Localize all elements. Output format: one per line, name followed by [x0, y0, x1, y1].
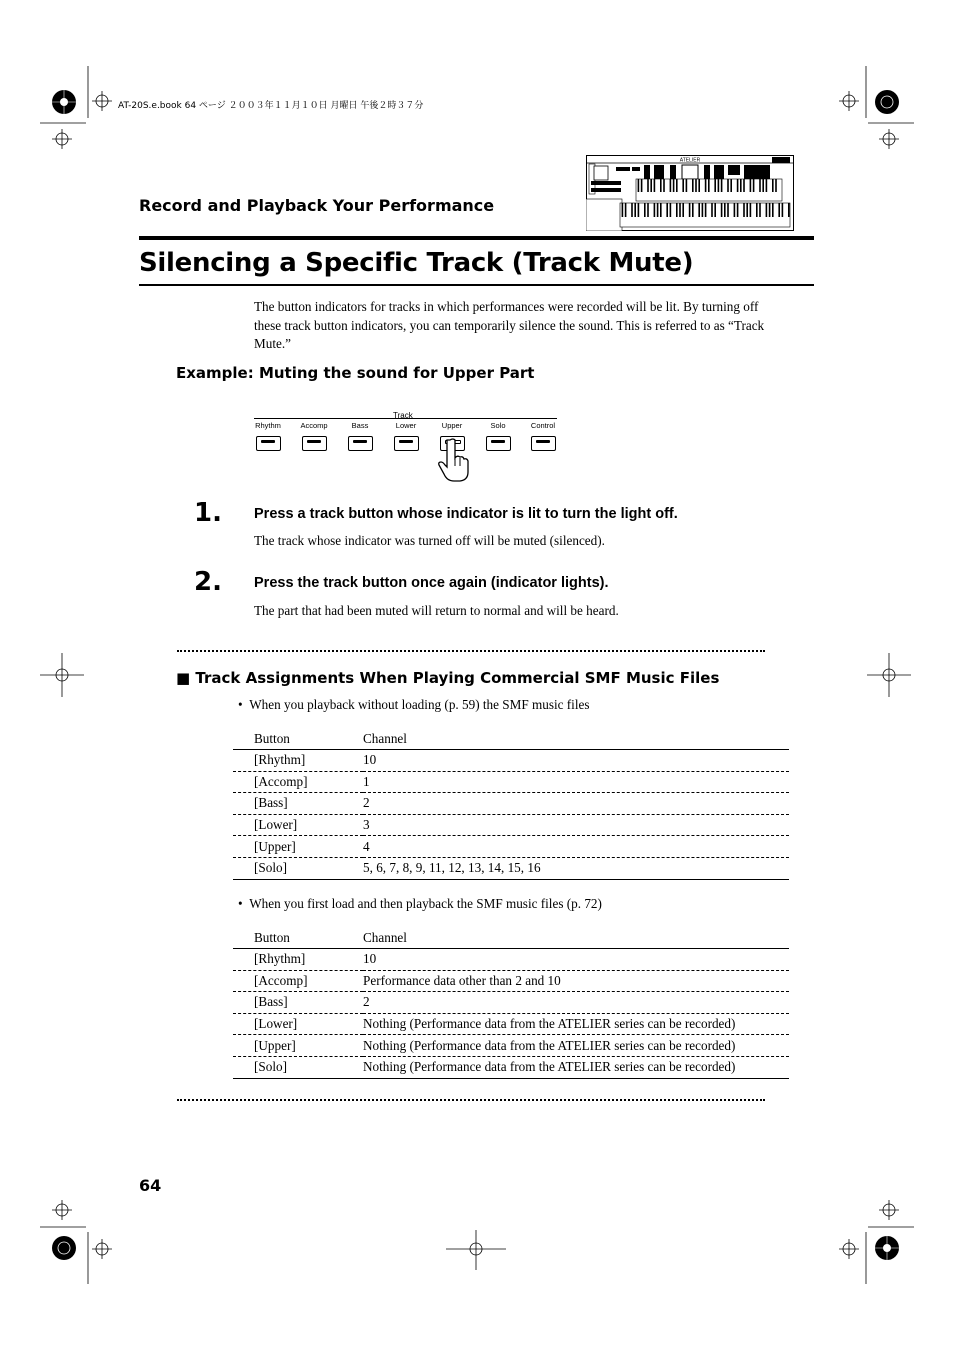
organ-key: [689, 203, 691, 217]
intro-paragraph: The button indicators for tracks in which performances were recorded will be lit. By turning off these track button indicators, you can temporarily silence the sound. This is referred to as “Track Mute.”: [254, 299, 765, 351]
organ-key: [647, 179, 649, 192]
organ-key: [727, 203, 729, 217]
page-number: 64: [139, 1176, 162, 1195]
organ-key: [778, 203, 780, 217]
organ-key: [759, 203, 761, 217]
organ-key: [660, 179, 662, 192]
cell-button: [Accomp]: [233, 771, 363, 793]
table2-bullet-text: When you first load and then playback the SMF music files (p. 72): [249, 896, 602, 911]
cell-channel: 10: [363, 750, 789, 772]
dotted-divider-top: [177, 650, 765, 652]
organ-key: [772, 203, 774, 217]
cell-button: [Upper]: [233, 836, 363, 858]
table-row: [233, 1056, 789, 1078]
cell-button: [Bass]: [233, 793, 363, 815]
cell-channel: Performance data other than 2 and 10: [363, 970, 789, 992]
track-label-3: Lower: [395, 421, 417, 430]
table1-bullet-text: When you playback without loading (p. 59) the SMF music files: [249, 697, 590, 712]
step-2-number: 2.: [194, 567, 222, 597]
cell-channel: Nothing (Performance data from the ATELIER series can be recorded): [363, 1035, 789, 1057]
organ-key: [634, 203, 636, 217]
cell-channel: 1: [363, 771, 789, 793]
step-2-title: Press the track button once again (indicator lights).: [254, 575, 609, 591]
organ-key: [657, 203, 659, 217]
organ-key: [625, 203, 627, 217]
track-label-2: Bass: [351, 421, 369, 430]
organ-key: [737, 203, 739, 217]
organ-key: [711, 203, 713, 217]
table-row: [233, 1013, 789, 1035]
cell-channel: 10: [363, 949, 789, 971]
organ-key: [708, 179, 710, 192]
track-group-label: Track: [393, 411, 413, 420]
track-group-bracket: [254, 418, 557, 419]
cell-channel: Nothing (Performance data from the ATELIER series can be recorded): [363, 1013, 789, 1035]
organ-key: [695, 179, 697, 192]
title-rule-bottom: [139, 284, 814, 286]
track-button-0[interactable]: [256, 436, 281, 451]
track-button-3[interactable]: [394, 436, 419, 451]
table1-bullet: • When you playback without loading (p. 59) the SMF music files: [238, 697, 590, 712]
cell-button: [Rhythm]: [233, 750, 363, 772]
track-label-1: Accomp: [300, 421, 328, 430]
organ-key: [676, 203, 678, 217]
organ-key: [660, 203, 662, 217]
organ-key: [705, 203, 707, 217]
organ-key: [673, 179, 675, 192]
cell-button: [Solo]: [233, 857, 363, 879]
table-row: [233, 750, 789, 772]
organ-key: [679, 203, 681, 217]
table-row: [233, 814, 789, 836]
organ-key: [644, 203, 646, 217]
step-2-description: The part that had been muted will return to normal and will be heard.: [254, 603, 619, 618]
organ-key: [654, 179, 656, 192]
title-rule-top: [139, 236, 814, 240]
organ-key: [638, 203, 640, 217]
track-button-6[interactable]: [531, 436, 556, 451]
track-label-0: Rhythm: [255, 421, 281, 430]
organ-key: [753, 179, 755, 192]
organ-key: [740, 179, 742, 192]
track-label-6: Control: [530, 421, 556, 430]
column-header-button: Button: [233, 729, 363, 750]
cell-channel: 4: [363, 836, 789, 858]
organ-key: [775, 179, 777, 192]
organ-key: [654, 203, 656, 217]
track-button-1[interactable]: [302, 436, 327, 451]
organ-key: [638, 179, 640, 192]
organ-key: [670, 203, 672, 217]
square-bullet-icon: ■: [176, 669, 191, 687]
column-header-channel: Channel: [363, 729, 789, 750]
cell-channel: 2: [363, 992, 789, 1014]
organ-key: [730, 179, 732, 192]
organ-key: [746, 203, 748, 217]
track-button-2[interactable]: [348, 436, 373, 451]
file-info-line: AT-20S.e.book 64 ページ ２００３年１１月１０日 月曜日 午後２時３７分: [118, 101, 424, 111]
organ-key: [641, 179, 643, 192]
table-row: [233, 970, 789, 992]
pointing-hand-icon: [438, 438, 470, 482]
organ-key: [686, 179, 688, 192]
organ-key: [682, 179, 684, 192]
organ-key: [676, 179, 678, 192]
table-row: [233, 793, 789, 815]
organ-key: [692, 179, 694, 192]
organ-key: [766, 179, 768, 192]
step-1-description: The track whose indicator was turned off will be muted (silenced).: [254, 533, 605, 548]
organ-key: [682, 203, 684, 217]
organ-key: [718, 179, 720, 192]
dotted-divider-bottom: [177, 1099, 765, 1101]
organ-key: [663, 179, 665, 192]
organ-key: [698, 203, 700, 217]
cell-button: [Solo]: [233, 1056, 363, 1078]
organ-key: [762, 179, 764, 192]
organ-key: [734, 203, 736, 217]
organ-key: [721, 179, 723, 192]
cell-channel: 2: [363, 793, 789, 815]
organ-key: [698, 179, 700, 192]
table-row: [233, 949, 789, 971]
table-header-row: [233, 729, 789, 750]
table2-bullet: • When you first load and then playback the SMF music files (p. 72): [238, 896, 602, 911]
organ-key: [650, 179, 652, 192]
example-heading: Example: Muting the sound for Upper Part: [176, 364, 535, 382]
organ-key: [766, 203, 768, 217]
organ-key: [670, 179, 672, 192]
assignments-heading: [176, 669, 719, 687]
table-row: [233, 771, 789, 793]
organ-key: [737, 179, 739, 192]
cell-button: [Upper]: [233, 1035, 363, 1057]
table-row: [233, 857, 789, 879]
cell-channel: 5, 6, 7, 8, 9, 11, 12, 13, 14, 15, 16: [363, 857, 789, 879]
page-title: Silencing a Specific Track (Track Mute): [139, 248, 694, 278]
organ-key: [743, 179, 745, 192]
table-header-row: [233, 928, 789, 949]
organ-key: [788, 203, 790, 217]
organ-key: [702, 203, 704, 217]
cell-button: [Accomp]: [233, 970, 363, 992]
organ-key: [631, 203, 633, 217]
column-header-button: Button: [233, 928, 363, 949]
assignment-table-1: [233, 729, 789, 880]
assignment-table-2: [233, 928, 789, 1079]
organ-panel-illustration: [586, 155, 794, 231]
organ-key: [743, 203, 745, 217]
assignments-heading-text: Track Assignments When Playing Commercial SMF Music Files: [195, 669, 720, 687]
organ-key: [756, 203, 758, 217]
organ-key: [782, 203, 784, 217]
organ-key: [647, 203, 649, 217]
organ-key: [772, 179, 774, 192]
organ-key: [714, 179, 716, 192]
step-1-title: Press a track button whose indicator is lit to turn the light off.: [254, 506, 678, 522]
track-label-4: Upper: [441, 421, 463, 430]
section-title: Record and Playback Your Performance: [139, 196, 495, 215]
cell-button: [Lower]: [233, 814, 363, 836]
organ-key: [750, 203, 752, 217]
organ-key: [759, 179, 761, 192]
organ-logo-text: ATELIER: [679, 157, 701, 164]
cell-channel: Nothing (Performance data from the ATELIER series can be recorded): [363, 1056, 789, 1078]
organ-key: [724, 203, 726, 217]
track-panel: [240, 408, 580, 483]
table-row: [233, 1035, 789, 1057]
cell-button: [Rhythm]: [233, 949, 363, 971]
table-row: [233, 992, 789, 1014]
cell-channel: 3: [363, 814, 789, 836]
organ-key: [769, 203, 771, 217]
organ-key: [714, 203, 716, 217]
organ-key: [705, 179, 707, 192]
track-label-5: Solo: [490, 421, 506, 430]
organ-key: [666, 203, 668, 217]
table-row: [233, 836, 789, 858]
cell-button: [Bass]: [233, 992, 363, 1014]
column-header-channel: Channel: [363, 928, 789, 949]
organ-key: [727, 179, 729, 192]
organ-key: [692, 203, 694, 217]
track-button-5[interactable]: [486, 436, 511, 451]
organ-key: [750, 179, 752, 192]
cell-button: [Lower]: [233, 1013, 363, 1035]
organ-key: [622, 203, 624, 217]
step-1-number: 1.: [194, 498, 222, 528]
organ-key: [721, 203, 723, 217]
